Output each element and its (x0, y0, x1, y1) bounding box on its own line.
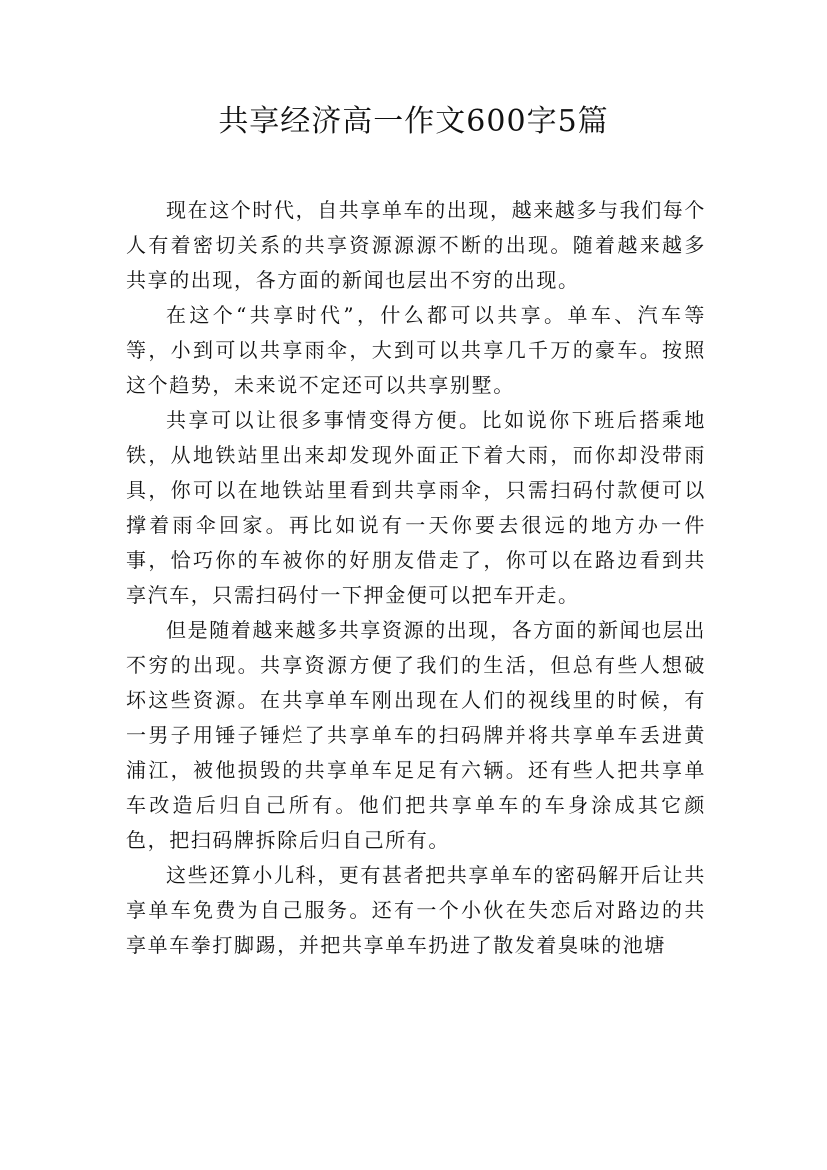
paragraph-5: 这些还算小儿科，更有甚者把共享单车的密码解开后让共享单车免费为自己服务。还有一个小伙在失恋后对路边的共享单车拳打脚踢，并把共享单车扔进了散发着臭味的池塘 (126, 863, 706, 957)
document-body (126, 193, 706, 963)
paragraph-1: 现在这个时代，自共享单车的出现，越来越多与我们每个人有着密切关系的共享资源源源不断的出现。随着越来越多共享的出现，各方面的新闻也层出不穷的出现。 (126, 198, 706, 292)
document-title: 共享经济高一作文600字5篇 (218, 104, 609, 139)
paragraph-4: 但是随着越来越多共享资源的出现，各方面的新闻也层出不穷的出现。共享资源方便了我们的生活，但总有些人想破坏这些资源。在共享单车刚出现在人们的视线里的时候，有一男子用锤子锤烂了共享单车的扫码牌并将共享单车丢进黄浦江，被他损毁的共享单车足足有六辆。还有些人把共享单车改造后归自己所有。他们把共享单车的车身涂成其它颜色，把扫码牌拆除后归自己所有。 (126, 618, 706, 852)
paragraph-2: 在这个“共享时代”，什么都可以共享。单车、汽车等等，小到可以共享雨伞，大到可以共享几千万的豪车。按照这个趋势，未来说不定还可以共享别墅。 (126, 303, 706, 397)
paragraph-3: 共享可以让很多事情变得方便。比如说你下班后搭乘地铁，从地铁站里出来却发现外面正下着大雨，而你却没带雨具，你可以在地铁站里看到共享雨伞，只需扫码付款便可以撑着雨伞回家。再比如说有一天你要去很远的地方办一件事，恰巧你的车被你的好朋友借走了，你可以在路边看到共享汽车，只需扫码付一下押金便可以把车开走。 (126, 408, 706, 607)
